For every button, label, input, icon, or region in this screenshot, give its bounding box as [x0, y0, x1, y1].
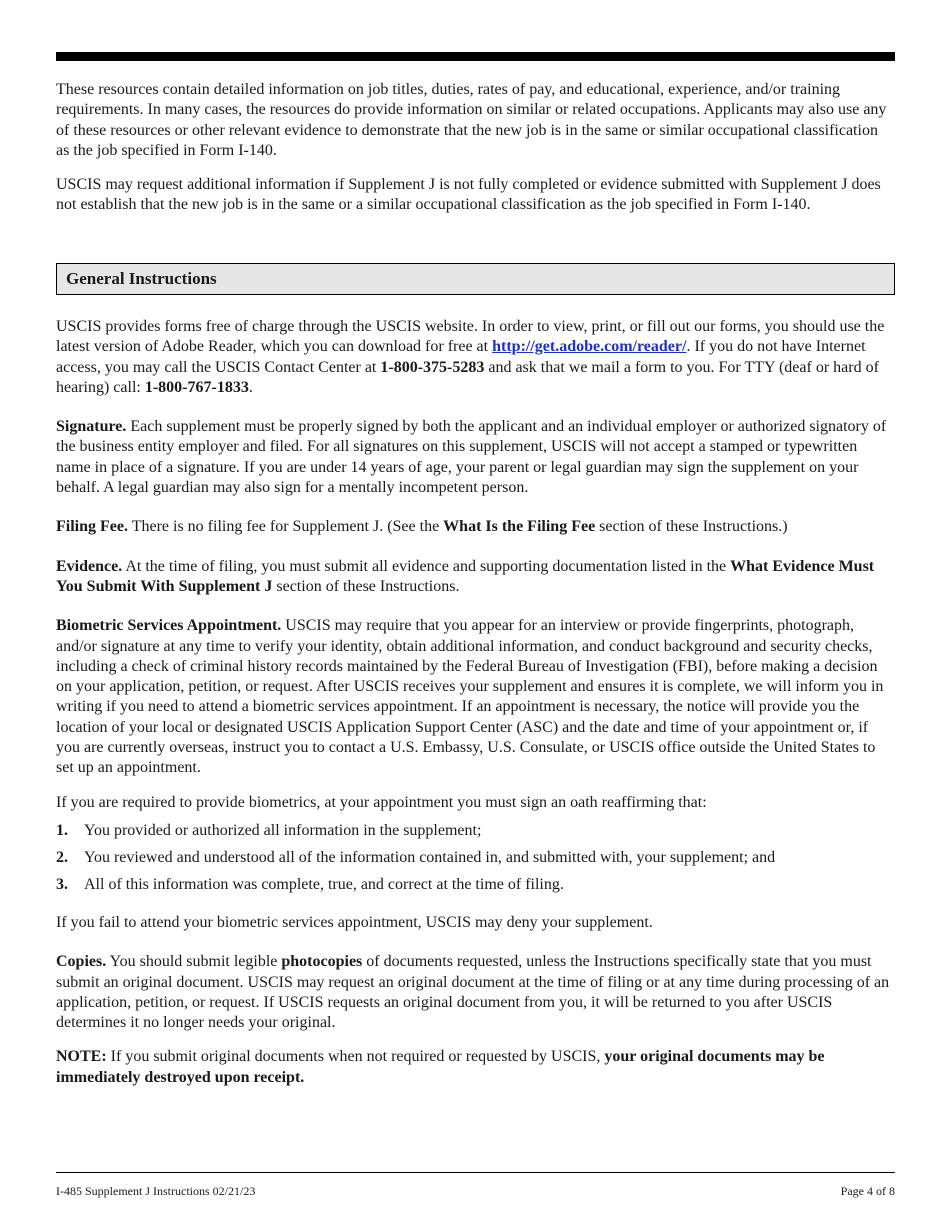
forms-text-1: USCIS provides forms free of charge through the USCIS website. In order to view, print, or fill out our forms, you should use the latest version of Adobe Reader, which you can download for free at [56, 318, 885, 356]
copies-text-1: You should submit legible [106, 953, 282, 971]
signature-label: Signature. [56, 418, 127, 436]
biometric-fail-paragraph: If you fail to attend your biometric services appointment, USCIS may deny your supplement. [56, 913, 653, 931]
intro-paragraph-1: These resources contain detailed information on job titles, duties, rates of pay, and educational, experience, and/or training requirements. In many cases, the resources do provide information on similar or related occupations. Applicants may also use any of these resources or other relevant evidence to demonstrate that the new job is in the same or similar occupational classification as the job specified in Form I-140. [56, 81, 887, 159]
forms-text-3: and ask that we mail a form to you. For TTY (deaf or hard of hearing) call: [56, 358, 879, 396]
evidence-paragraph [56, 557, 895, 598]
biometric-text: USCIS may require that you appear for an interview or provide fingerprints, photograph, and/or signature at any time to verify your identity, obtain additional information, and conduct background and security checks, including a check of criminal history records maintained by the Federal Bureau of Investigation (FBI), before making a decision on your application, petition, or request. After USCIS receives your supplement and ensures it is complete, we will inform you in writing if you need to attend a biometric services appointment. If an appointment is necessary, the notice will provide you the location of your local or designated USCIS Application Support Center (ASC) and the date and time of your appointment or, if you are currently overseas, instruct you to contact a U.S. Embassy, U.S. Consulate, or USCIS office outside the United States to set up an appointment. [56, 617, 884, 777]
evidence-text-1: At the time of filing, you must submit all evidence and supporting documentation listed in the [122, 557, 731, 575]
top-rule [56, 52, 895, 61]
footer-rule [56, 1172, 895, 1173]
section-header [56, 263, 895, 295]
biometric-paragraph [56, 616, 895, 778]
forms-text-2: . If you do not have Internet access, you may call the USCIS Contact Center at [56, 338, 866, 376]
copies-label: Copies. [56, 953, 107, 971]
copies-photocopies: photocopies [281, 953, 363, 971]
note-warning: your original documents may be immediately destroyed upon receipt. [56, 1048, 825, 1086]
contact-center-phone: 1-800-375-5283 [380, 358, 485, 376]
footer-form-id: I-485 Supplement J Instructions 02/21/23 [56, 1184, 256, 1198]
filing-fee-label: Filing Fee. [56, 518, 128, 536]
oath-list-item [56, 822, 895, 840]
note-paragraph [56, 1047, 895, 1088]
general-instructions-body [56, 317, 895, 1088]
oath-intro: If you are required to provide biometrics, at your appointment you must sign an oath reaffirming that: [56, 793, 707, 811]
filing-fee-text-1: There is no filing fee for Supplement J. (See the [127, 518, 444, 536]
evidence-text-2: section of these Instructions. [272, 577, 460, 595]
intro-block [56, 80, 895, 216]
note-text: If you submit original documents when not required or requested by USCIS, [106, 1048, 605, 1066]
tty-phone: 1-800-767-1833 [144, 378, 249, 396]
list-item-text: You reviewed and understood all of the information contained in, and submitted with, your supplement; and [84, 848, 776, 866]
evidence-section-ref: What Evidence Must You Submit With Supplement J [56, 557, 875, 595]
signature-paragraph [56, 417, 895, 498]
filing-fee-section-ref: What Is the Filing Fee [443, 518, 596, 536]
oath-list-item [56, 876, 895, 894]
forms-paragraph [56, 317, 895, 398]
oath-list-item [56, 849, 895, 867]
footer-page-number: Page 4 of 8 [840, 1184, 895, 1198]
copies-paragraph [56, 952, 895, 1033]
list-number: 2. [56, 848, 68, 866]
adobe-reader-link[interactable]: http://get.adobe.com/reader/ [492, 338, 687, 356]
evidence-label: Evidence. [56, 557, 123, 575]
list-number: 1. [56, 821, 68, 839]
signature-text: Each supplement must be properly signed by both the applicant and an individual employer or authorized signatory of the business entity employer and filed. For all signatures on this supplement, USCIS will not accept a stamped or typewritten name in place of a signature. If you are under 14 years of age, your parent or legal guardian may sign the supplement on your behalf. A legal guardian may also sign for a mentally incompetent person. [56, 418, 887, 497]
note-label: NOTE: [56, 1048, 107, 1066]
filing-fee-text-2: section of these Instructions.) [595, 518, 788, 536]
copies-text-2: of documents requested, unless the Instructions specifically state that you must submit an original document. USCIS may request an original document at the time of filing or at any time during processing of an application, petition, or request. If USCIS requests an original document from you, it will be returned to you after USCIS determines it no longer needs your original. [56, 953, 890, 1032]
biometric-label: Biometric Services Appointment. [56, 617, 282, 635]
list-item-text: You provided or authorized all information in the supplement; [84, 821, 482, 839]
filing-fee-paragraph [56, 517, 895, 537]
forms-text-4: . [248, 378, 253, 396]
list-item-text: All of this information was complete, true, and correct at the time of filing. [84, 875, 564, 893]
list-number: 3. [56, 875, 68, 893]
section-title: General Instructions [66, 269, 217, 288]
intro-paragraph-2: USCIS may request additional information if Supplement J is not fully completed or evidence submitted with Supplement J does not establish that the new job is in the same or a similar occupational classification as the job specified in Form I-140. [56, 176, 881, 214]
